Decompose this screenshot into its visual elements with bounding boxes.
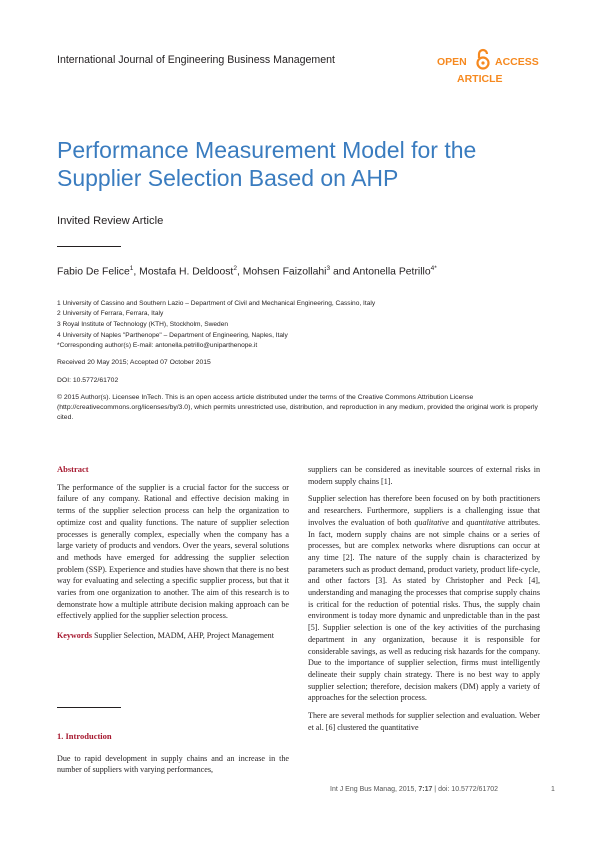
copyright-notice: © 2015 Author(s). Licensee InTech. This is an open access article distributed under the terms of the Creative Commons Attribution License (http://creativecommons.org/licenses/by/3.0), which permits unrestricted use, distribution, and reproduction in any medium, provided the original work is properly cited.: [57, 394, 538, 421]
abstract-text: The performance of the supplier is a crucial factor for the success or failure of any company. Rational and effective decision making in terms of the supplier selection process can help the organization to optimize cost and quality functions. The nature of supplier selection processes is generally complex, especially when the company has a large variety of products and vendors. Over the years, several solutions and methods have emerged for addressing the supplier selection problem (SSP). Experience and studies have shown that there is no best way for evaluating and selecting a specific supplier process, but that it varies from one organization to another. The aim of this research is to demonstrate how a multiple attribute decision making approach can be effectively applied for the supplier selection process.: [57, 482, 289, 621]
author-name: Fabio De Felice: [57, 266, 130, 278]
access-label: ACCESS: [495, 56, 539, 68]
keywords-text: Supplier Selection, MADM, AHP, Project Management: [94, 631, 274, 641]
body-text: and: [448, 517, 467, 527]
article-label: ARTICLE: [457, 73, 503, 85]
author-name: and Antonella Petrillo: [330, 266, 431, 278]
introduction: [57, 731, 289, 782]
author-affil-mark: 2: [233, 265, 237, 272]
author-affil-mark: 4*: [430, 265, 437, 272]
received-dates: Received 20 May 2015; Accepted 07 October 2015: [57, 359, 211, 366]
open-lock-icon: [475, 48, 491, 70]
keywords: [57, 630, 289, 642]
citation-text: Int J Eng Bus Manag, 2015,: [330, 786, 419, 793]
author-name: , Mohsen Faizollahi: [236, 266, 327, 278]
introduction-heading: 1. Introduction: [57, 731, 112, 741]
affiliation: 3 Royal Institute of Technology (KTH), Stockholm, Sweden: [57, 321, 229, 328]
author-affil-mark: 1: [129, 265, 134, 272]
divider: [57, 246, 121, 247]
doi: DOI: 10.5772/61702: [57, 377, 119, 384]
author-list: [57, 265, 437, 277]
open-access-logo: [437, 52, 547, 92]
affiliation: 1 University of Cassino and Southern Lazio – Department of Civil and Mechanical Engineering, Cassino, Italy: [57, 300, 376, 307]
author-affil-mark: 3: [326, 265, 331, 272]
article-type: Invited Review Article: [57, 215, 164, 227]
body-paragraph: [308, 493, 540, 704]
journal-name: International Journal of Engineering Business Management: [57, 54, 335, 66]
body-paragraph: There are several methods for supplier selection and evaluation. Weber et al. [6] clustered the quantitative: [308, 711, 540, 732]
open-label: OPEN: [437, 56, 467, 68]
body-text: Supplier selection has therefore been focused on by both practitioners and researchers. Furthermore, suppliers is a challenging issue that involves the evaluation of both: [308, 494, 540, 527]
abstract-heading: Abstract: [57, 464, 89, 474]
citation-doi: | doi: 10.5772/61702: [432, 786, 499, 793]
paper-title: Performance Measurement Model for the Supplier Selection Based on AHP: [57, 137, 477, 191]
left-column: [57, 464, 289, 648]
affiliation: 2 University of Ferrara, Ferrara, Italy: [57, 310, 164, 317]
corresponding-author: *Corresponding author(s) E-mail: antonella.petrillo@uniparthenope.it: [57, 342, 258, 349]
right-column: [308, 464, 540, 739]
introduction-text: Due to rapid development in supply chains and an increase in the number of suppliers with varying performances,: [57, 753, 289, 775]
body-text-italic: quantitative: [466, 517, 506, 527]
body-paragraph: suppliers can be considered as inevitable sources of external risks in modern supply chains [1].: [308, 465, 540, 486]
citation-volume: 7:17: [418, 786, 433, 793]
body-text-italic: qualitative: [414, 517, 449, 527]
footer-citation: [330, 786, 498, 793]
keywords-label: Keywords: [57, 631, 93, 641]
body-text: attributes. In fact, modern supply chains are not simple chains or a series of processes, but are complex networks where disruptions can occur at any time [2]. The nature of the supply chain is characterized by parameters such as product demand, product variety, product life-cycle, and other factors [3]. As stated by Christopher and Peck [4], understanding and managing the processes that comprise supply chains is critical for the reduction of potential risks. Thus, the supply chain environment is today more dynamic and unpredictable than in the past [5]. Supplier selection is one of the key activities of the purchasing department in any organization, because it is responsible for considerable savings, as well as reducing risk hazards for the company. Due to the importance of supplier selection, firms must intelligently delineate their supply chain strategy. There is no best way to apply supplier selection; therefore, decision makers (DM) apply a variety of approaches for the selection process.: [308, 517, 541, 703]
page-number: 1: [551, 786, 555, 793]
divider: [57, 707, 121, 708]
author-name: , Mostafa H. Deldoost: [133, 266, 234, 278]
affiliation: 4 University of Naples "Parthenope" – Department of Engineering, Naples, Italy: [57, 332, 288, 339]
